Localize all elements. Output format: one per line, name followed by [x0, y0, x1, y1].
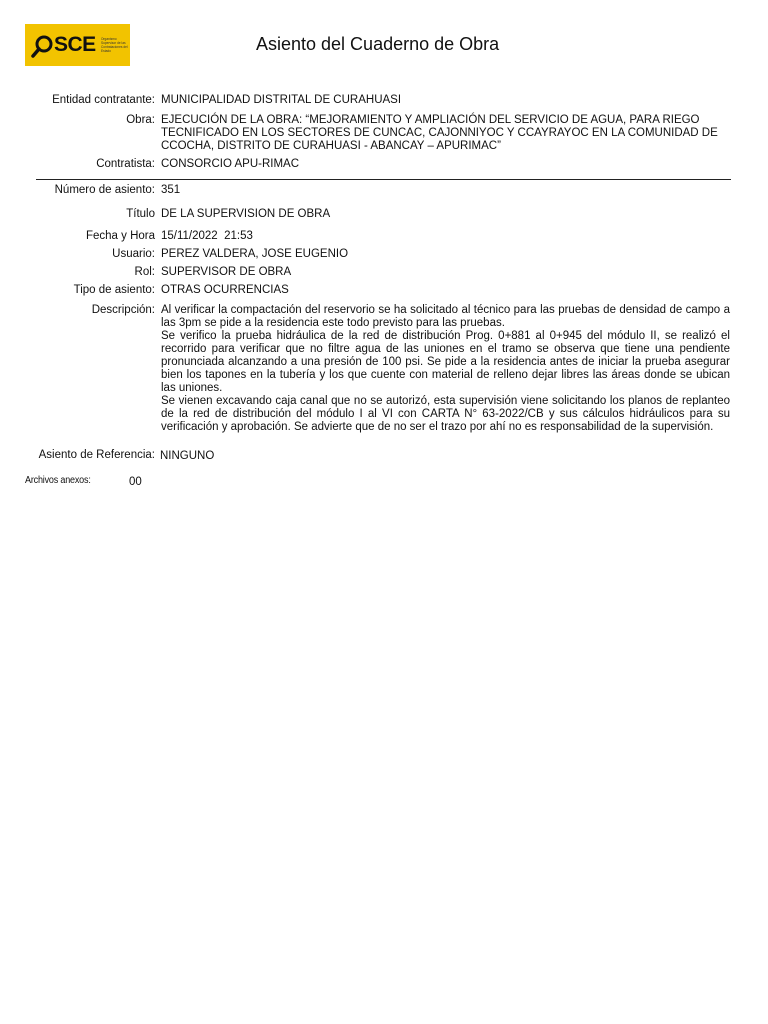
descripcion-paragraph-2: Se verifico la prueba hidráulica de la red de distribución Prog. 0+881 al 0+945 del módulo II, se realizó el recorrido para verificar que no filtre agua de las uniones en el tramo se observa que tiene una pendiente pronunciada alcanzando a una presión de 100 psi. Se pide a la residencia antes de iniciar la prueba asegurar bien los tapones en la tubería y los que cuente con material de relleno dejar libres las áreas donde se ubican las uniones.	[161, 330, 730, 394]
value-titulo: DE LA SUPERVISION DE OBRA	[161, 208, 331, 220]
label-titulo: Título	[126, 208, 155, 220]
value-fecha: 15/11/2022 21:53	[161, 230, 253, 242]
value-rol: SUPERVISOR DE OBRA	[161, 266, 292, 278]
value-referencia: NINGUNO	[160, 450, 215, 462]
logo-text: SCE	[54, 33, 96, 56]
osce-logo	[25, 24, 130, 66]
label-obra: Obra:	[126, 114, 155, 126]
value-descripcion	[161, 304, 730, 434]
logo-subtext: Organismo Supervisor de las Contrataciones del Estado	[101, 37, 128, 53]
descripcion-paragraph-3: Se vienen excavando caja canal que no se autorizó, esta supervisión viene solicitando los planos de replanteo de la red de distribución del módulo I al VI con CARTA N° 63-2022/CB y sus cálculos hidráulicos para su verificación y aprobación. Se advierte que de no ser el trazo por ahí no es responsabilidad de la supervisión.	[161, 395, 730, 433]
label-descripcion: Descripción:	[91, 304, 155, 316]
value-tipo: OTRAS OCURRENCIAS	[161, 284, 289, 296]
divider	[36, 179, 731, 180]
value-usuario: PEREZ VALDERA, JOSE EUGENIO	[161, 248, 349, 260]
document-title: Asiento del Cuaderno de Obra	[256, 34, 500, 54]
value-contratista: CONSORCIO APU-RIMAC	[161, 158, 300, 170]
value-obra: EJECUCIÓN DE LA OBRA: “MEJORAMIENTO Y AMPLIACIÓN DEL SERVICIO DE AGUA, PARA RIEGO TECNIFICADO EN LOS SECTORES DE CUNCAC, CAJONNIYOC Y CCAYRAYOC EN LA COMUNIDAD DE CCOCHA, DISTRITO DE CURAHUASI - ABANCAY – APURIMAC”	[161, 114, 718, 152]
label-entidad: Entidad contratante:	[52, 94, 155, 106]
label-tipo: Tipo de asiento:	[73, 284, 155, 296]
value-anexos: 00	[129, 476, 142, 488]
label-referencia: Asiento de Referencia:	[38, 449, 155, 461]
label-rol: Rol:	[134, 266, 155, 278]
label-anexos: Archivos anexos:	[25, 475, 91, 486]
label-fecha: Fecha y Hora	[85, 230, 155, 242]
value-numero: 351	[161, 184, 181, 196]
label-numero: Número de asiento:	[54, 184, 155, 196]
label-usuario: Usuario:	[112, 248, 155, 260]
label-contratista: Contratista:	[96, 158, 155, 170]
descripcion-paragraph-1: Al verificar la compactación del reservorio se ha solicitado al técnico para las pruebas de densidad de campo a las 3pm se pide a la residencia este todo previsto para las pruebas.	[161, 304, 730, 329]
value-entidad: MUNICIPALIDAD DISTRITAL DE CURAHUASI	[161, 94, 402, 106]
